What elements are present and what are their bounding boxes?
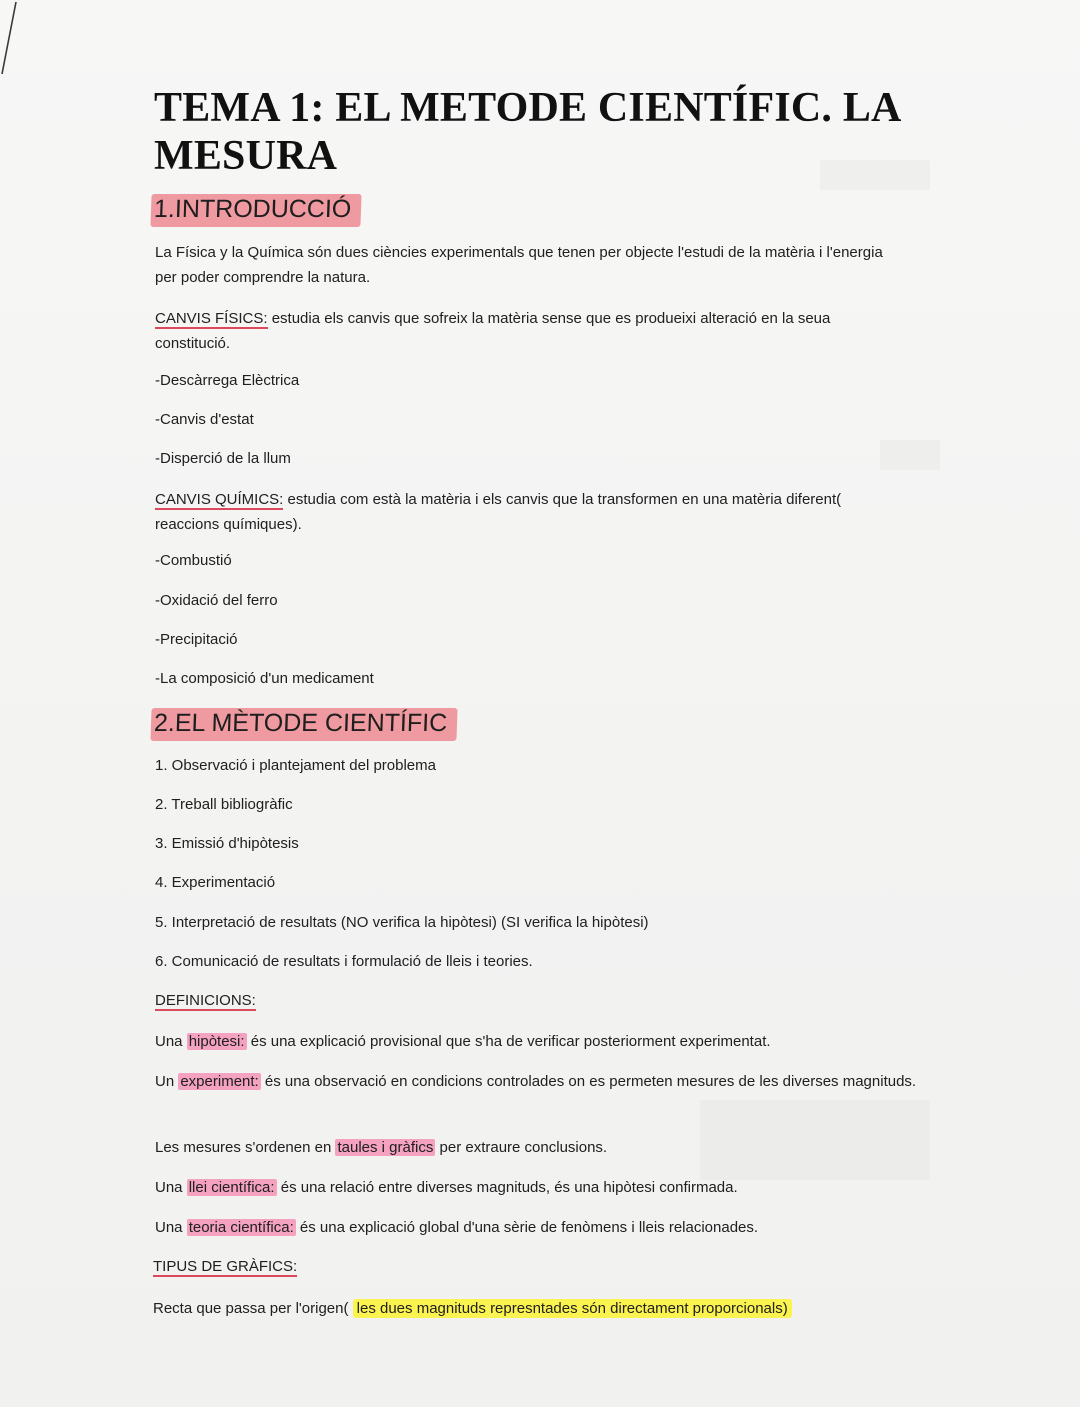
list-item: -Precipitació: [155, 631, 238, 648]
list-item: -Disperció de la llum: [155, 450, 291, 467]
definition-prefix: Un: [155, 1073, 179, 1090]
chemical-changes-definition: [155, 487, 900, 537]
definition-prefix: Una: [155, 1033, 187, 1050]
term-taules-grafics: taules i gràfics: [337, 1139, 434, 1156]
method-step: 2. Treball bibliogràfic: [155, 796, 293, 813]
physical-changes-definition: [155, 306, 900, 356]
definition-body: és una observació en condicions controlades on es permeten mesures de les diverses magnituds.: [260, 1073, 917, 1090]
definition-body: és una explicació global d'una sèrie de fenòmens i lleis relacionades.: [295, 1219, 759, 1236]
proportional-highlight: les dues magnituds represntades són directament proporcionals): [353, 1299, 792, 1318]
definitions-label-text: DEFINICIONS:: [155, 992, 256, 1009]
definition-prefix: Les mesures s'ordenen en: [155, 1139, 336, 1156]
section-heading-metode-cientific: 2.EL MÈTODE CIENTÍFIC: [150, 708, 457, 741]
list-item: -Canvis d'estat: [155, 411, 254, 428]
definition-theory: [155, 1216, 758, 1240]
list-item: -Combustió: [155, 552, 232, 569]
graph-line-prefix: Recta que passa per l'origen(: [153, 1300, 353, 1317]
method-step: 1. Observació i plantejament del problema: [155, 757, 436, 774]
list-item: -Descàrrega Elèctrica: [155, 372, 300, 389]
definition-hypothesis: [155, 1030, 771, 1054]
definition-measures: [155, 1136, 607, 1160]
definition-prefix: Una: [155, 1219, 187, 1236]
term-teoria-cientifica: teoria científica:: [188, 1219, 294, 1236]
method-step: 6. Comunicació de resultats i formulació de lleis i teories.: [155, 953, 533, 970]
chemical-changes-text: estudia com està la matèria i els canvis que la transformen en una matèria diferent( reaccions químiques).: [155, 491, 842, 533]
definition-body: és una explicació provisional que s'ha de verificar posteriorment experimentat.: [246, 1033, 771, 1050]
term-llei-cientifica: llei científica:: [188, 1179, 275, 1196]
physical-changes-text: estudia els canvis que sofreix la matèria sense que es produeixi alteració en la seua constitució.: [155, 310, 831, 352]
definitions-label: [155, 989, 256, 1013]
physical-changes-label: CANVIS FÍSICS:: [155, 310, 268, 327]
bleed-through-shadow: [880, 440, 940, 470]
page-title: TEMA 1: EL METODE CIENTÍFIC. LA MESURA: [154, 85, 900, 179]
section-heading-introduccio: 1.INTRODUCCIÓ: [150, 194, 361, 227]
pen-stroke-mark: [0, 0, 40, 90]
list-item: -La composició d'un medicament: [155, 670, 374, 687]
graph-types-label-text: TIPUS DE GRÀFICS:: [153, 1258, 298, 1275]
graph-types-label: [153, 1255, 297, 1279]
definition-prefix: Una: [155, 1179, 187, 1196]
definition-experiment: [155, 1069, 925, 1094]
definition-body: per extraure conclusions.: [435, 1139, 608, 1156]
bleed-through-shadow: [700, 1100, 930, 1180]
list-item: -Oxidació del ferro: [155, 592, 278, 609]
method-step: 5. Interpretació de resultats (NO verifica la hipòtesi) (SI verifica la hipòtesi): [155, 914, 649, 931]
term-hipotesi: hipòtesi:: [188, 1033, 245, 1050]
method-step: 3. Emissió d'hipòtesis: [155, 835, 299, 852]
definition-law: [155, 1176, 738, 1200]
graph-type-line-through-origin: [153, 1297, 792, 1321]
term-experiment: experiment:: [180, 1073, 259, 1090]
definition-body: és una relació entre diverses magnituds, és una hipòtesi confirmada.: [276, 1179, 738, 1196]
method-step: 4. Experimentació: [155, 874, 276, 891]
chemical-changes-label: CANVIS QUÍMICS:: [155, 491, 284, 508]
intro-paragraph: La Física y la Química són dues ciències experimentals que tenen per objecte l'estudi de la matèria i l'energia per poder comprendre la natura.: [155, 244, 883, 286]
